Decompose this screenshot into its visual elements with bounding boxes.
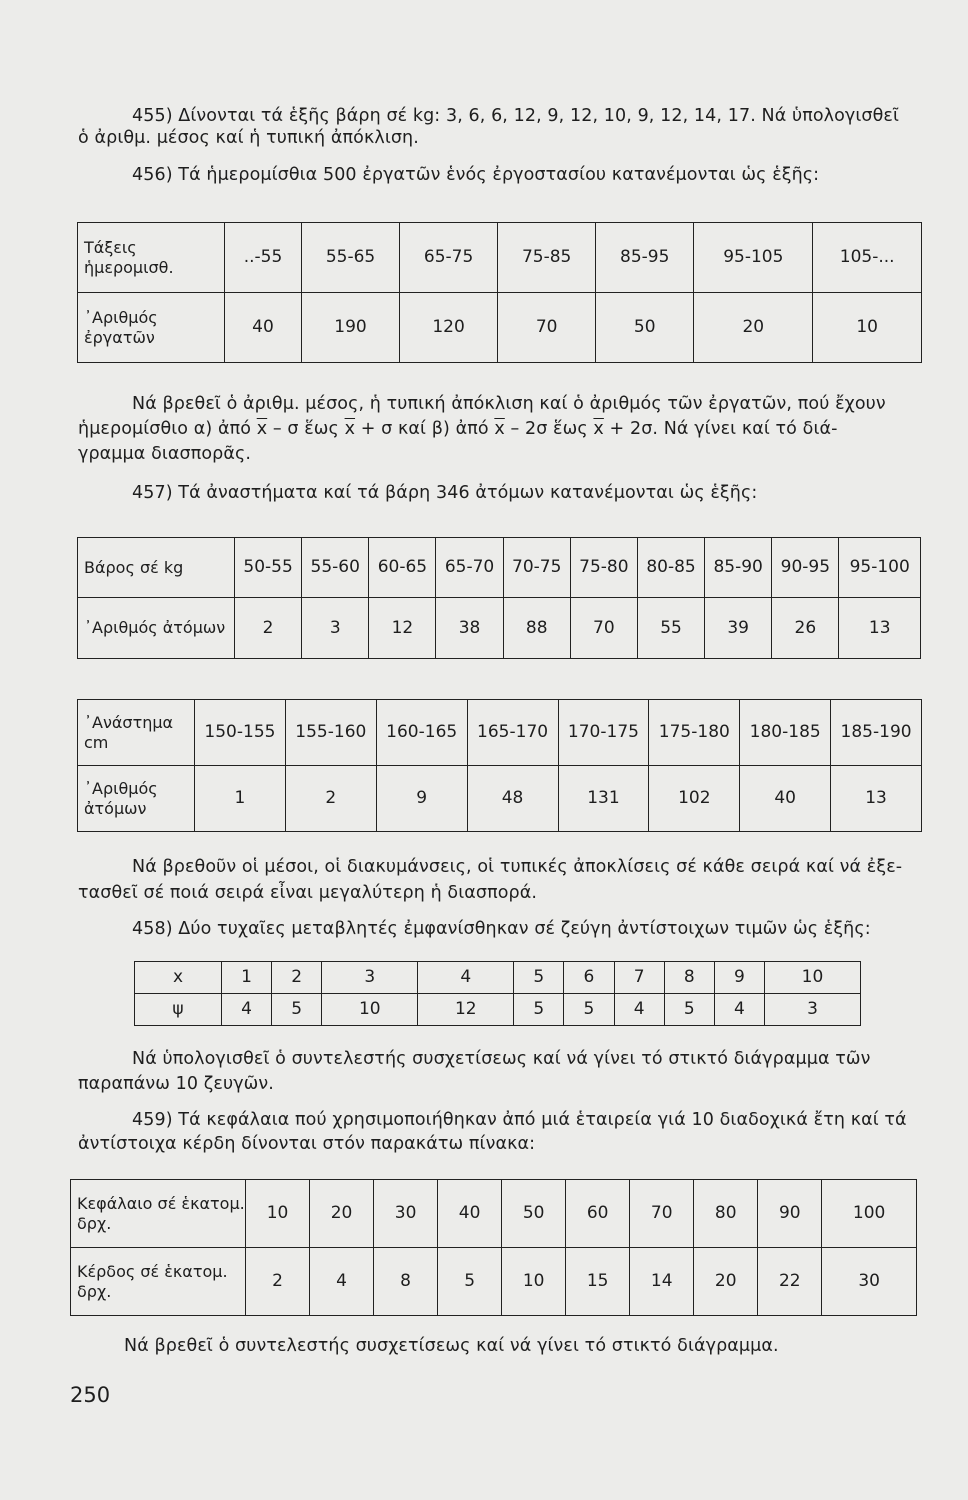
table-cell: 170-175 — [558, 700, 649, 766]
wage-distribution-table — [77, 222, 922, 363]
table-cell: 175-180 — [649, 700, 740, 766]
table-cell: 88 — [503, 598, 570, 659]
table-cell: 9 — [714, 962, 764, 994]
weight-counts-label: ᾿Αριθμός ἀτόμων — [78, 598, 235, 659]
table-cell: 55 — [637, 598, 704, 659]
table-cell: 6 — [564, 962, 614, 994]
table-cell: ..-55 — [225, 223, 302, 293]
table-cell: 185-190 — [831, 700, 922, 766]
table-cell: 14 — [630, 1248, 694, 1316]
table-cell: 30 — [374, 1180, 438, 1248]
exercise-456-question-1: Νά βρεθεῖ ὁ ἀριθμ. μέσος, ἡ τυπική ἀπόκλιση καί ὁ ἀριθμός τῶν ἐργατῶν, πού ἔχουν — [132, 394, 886, 414]
table-cell: 180-185 — [740, 700, 831, 766]
table-cell: 50 — [596, 293, 694, 363]
table-cell: 40 — [225, 293, 302, 363]
profit-row — [71, 1248, 917, 1316]
height-counts-row — [78, 766, 922, 832]
table-cell: 102 — [649, 766, 740, 832]
exercise-459-intro-2: ἀντίστοιχα κέρδη δίνονται στόν παρακάτω πίνακα: — [78, 1134, 536, 1154]
table-cell: 2 — [246, 1248, 310, 1316]
table-cell: 2 — [285, 766, 376, 832]
table-cell: 3 — [764, 994, 860, 1026]
table-cell: 85-90 — [705, 538, 772, 598]
table-cell: 39 — [705, 598, 772, 659]
table-cell: 105-... — [813, 223, 922, 293]
table-cell: 3 — [302, 598, 369, 659]
table-cell: 55-65 — [302, 223, 400, 293]
table-cell: 5 — [514, 962, 564, 994]
table-cell: 40 — [438, 1180, 502, 1248]
table-cell: 4 — [614, 994, 664, 1026]
table-cell: 1 — [222, 962, 272, 994]
table-cell: 85-95 — [596, 223, 694, 293]
mean-symbol: $\overline{x}$ — [256, 419, 268, 439]
profit-label: Κέρδος σέ ἑκατομ. δρχ. — [71, 1248, 246, 1316]
mean-symbol: $\overline{x}$ — [593, 419, 604, 439]
table-cell: 1 — [195, 766, 286, 832]
table-cell: 65-70 — [436, 538, 503, 598]
table-cell: 155-160 — [285, 700, 376, 766]
table-cell: 12 — [369, 598, 436, 659]
exercise-457-question-2: τασθεῖ σέ ποιά σειρά εἶναι μεγαλύτερη ἡ διασπορά. — [78, 883, 538, 903]
table-cell: 8 — [374, 1248, 438, 1316]
table-cell: 50-55 — [235, 538, 302, 598]
exercise-457-question-1: Νά βρεθοῦν οἱ μέσοι, οἱ διακυμάνσεις, οἱ τυπικές ἀποκλίσεις σέ κάθε σειρά καί νά ἐξε- — [132, 857, 903, 877]
table-cell: 150-155 — [195, 700, 286, 766]
table-cell: 60-65 — [369, 538, 436, 598]
table-cell: 2 — [272, 962, 322, 994]
table-cell: 3 — [322, 962, 418, 994]
table-cell: 4 — [714, 994, 764, 1026]
exercise-459-question: Νά βρεθεῖ ὁ συντελεστής συσχετίσεως καί νά γίνει τό στικτό διάγραμμα. — [124, 1336, 779, 1356]
table-cell: 75-80 — [570, 538, 637, 598]
exercise-458-intro: 458) Δύο τυχαῖες μεταβλητές ἐμφανίσθηκαν σέ ζεύγη ἀντίστοιχων τιμῶν ὡς ἑξῆς: — [132, 919, 871, 939]
table-cell: 48 — [467, 766, 558, 832]
table-cell: 30 — [822, 1248, 917, 1316]
x-values-row — [135, 962, 861, 994]
table-cell: 20 — [694, 293, 813, 363]
table-cell: 120 — [400, 293, 498, 363]
height-distribution-table — [77, 699, 922, 832]
table-cell: 80 — [694, 1180, 758, 1248]
height-classes-label: ᾿Ανάστημα cm — [78, 700, 195, 766]
table-cell: 4 — [418, 962, 514, 994]
table-cell: 10 — [322, 994, 418, 1026]
table-cell: 5 — [664, 994, 714, 1026]
table-cell: 10 — [246, 1180, 310, 1248]
weight-counts-row — [78, 598, 921, 659]
table-cell: 70 — [570, 598, 637, 659]
wage-classes-label: Τάξεις ἡμερομισθ. — [78, 223, 225, 293]
height-counts-label: ᾿Αριθμός ἀτόμων — [78, 766, 195, 832]
table-cell: 20 — [694, 1248, 758, 1316]
weight-classes-label: Βάρος σέ kg — [78, 538, 235, 598]
worker-counts-label: ᾿Αριθμός ἐργατῶν — [78, 293, 225, 363]
table-cell: 70-75 — [503, 538, 570, 598]
table-cell: 5 — [438, 1248, 502, 1316]
table-cell: 10 — [764, 962, 860, 994]
table-cell: 160-165 — [376, 700, 467, 766]
y-values-row — [135, 994, 861, 1026]
table-cell: 13 — [831, 766, 922, 832]
capital-row — [71, 1180, 917, 1248]
exercise-458-question-2: παραπάνω 10 ζευγῶν. — [78, 1074, 274, 1094]
table-cell: 90 — [758, 1180, 822, 1248]
table-cell: 40 — [740, 766, 831, 832]
table-cell: 12 — [418, 994, 514, 1026]
table-cell: 4 — [222, 994, 272, 1026]
mean-symbol: $\overline{x}$ — [494, 419, 505, 439]
table-cell: 13 — [839, 598, 921, 659]
table-cell: 9 — [376, 766, 467, 832]
q2-part-c: + σ καί β) ἀπό — [355, 419, 495, 439]
table-cell: 5 — [272, 994, 322, 1026]
table-cell: 100 — [822, 1180, 917, 1248]
table-cell: 131 — [558, 766, 649, 832]
q2-part-d: – 2σ ἕως — [504, 419, 594, 439]
exercise-456-intro: 456) Τά ἡμερομίσθια 500 ἐργατῶν ἑνός ἐργοστασίου κατανέμονται ὡς ἑξῆς: — [132, 165, 820, 185]
table-cell: 55-60 — [302, 538, 369, 598]
table-cell: 4 — [310, 1248, 374, 1316]
table-cell: 190 — [302, 293, 400, 363]
table-cell: 50 — [502, 1180, 566, 1248]
table-cell: 26 — [772, 598, 839, 659]
q2-part-a: ἡμερομίσθιο α) ἀπό — [78, 419, 257, 439]
table-cell: 10 — [813, 293, 922, 363]
q2-part-b: – σ ἕως — [267, 419, 345, 439]
page-number: 250 — [70, 1383, 111, 1407]
weight-distribution-table — [77, 537, 921, 659]
exercise-458-question-1: Νά ὑπολογισθεῖ ὁ συντελεστής συσχετίσεως καί νά γίνει τό στικτό διάγραμμα τῶν — [132, 1049, 871, 1069]
table-cell: 90-95 — [772, 538, 839, 598]
table-cell: 2 — [235, 598, 302, 659]
x-label: x — [135, 962, 222, 994]
exercise-457-intro: 457) Τά ἀναστήματα καί τά βάρη 346 ἀτόμων κατανέμονται ὡς ἑξῆς: — [132, 483, 758, 503]
table-cell: 5 — [564, 994, 614, 1026]
table-cell: 60 — [566, 1180, 630, 1248]
exercise-455-line-1: 455) Δίνονται τά ἑξῆς βάρη σέ kg: 3, 6, 6, 12, 9, 12, 10, 9, 12, 14, 17. Νά ὑπολογισθεῖ — [132, 106, 899, 126]
exercise-456-question-2 — [78, 419, 838, 439]
table-cell: 80-85 — [637, 538, 704, 598]
worker-counts-row — [78, 293, 922, 363]
weight-classes-row — [78, 538, 921, 598]
table-cell: 75-85 — [498, 223, 596, 293]
table-cell: 70 — [498, 293, 596, 363]
capital-profit-table — [70, 1179, 917, 1316]
table-cell: 10 — [502, 1248, 566, 1316]
table-cell: 15 — [566, 1248, 630, 1316]
y-label: ψ — [135, 994, 222, 1026]
wage-classes-row — [78, 223, 922, 293]
paired-values-table — [134, 961, 861, 1026]
table-cell: 38 — [436, 598, 503, 659]
table-cell: 95-100 — [839, 538, 921, 598]
exercise-459-intro-1: 459) Τά κεφάλαια πού χρησιμοποιήθηκαν ἀπό μιά ἑταιρεία γιά 10 διαδοχικά ἔτη καί τά — [132, 1110, 907, 1130]
mean-symbol: $\overline{x}$ — [344, 419, 356, 439]
table-cell: 5 — [514, 994, 564, 1026]
exercise-456-question-3: γραμμα διασπορᾶς. — [78, 444, 252, 464]
capital-label: Κεφάλαιο σέ ἑκατομ. δρχ. — [71, 1180, 246, 1248]
table-cell: 165-170 — [467, 700, 558, 766]
table-cell: 22 — [758, 1248, 822, 1316]
table-cell: 65-75 — [400, 223, 498, 293]
table-cell: 20 — [310, 1180, 374, 1248]
table-cell: 7 — [614, 962, 664, 994]
table-cell: 8 — [664, 962, 714, 994]
exercise-455-line-2: ὁ ἀριθμ. μέσος καί ἡ τυπική ἀπόκλιση. — [78, 128, 419, 148]
table-cell: 70 — [630, 1180, 694, 1248]
height-classes-row — [78, 700, 922, 766]
table-cell: 95-105 — [694, 223, 813, 293]
q2-part-e: + 2σ. Νά γίνει καί τό διά- — [603, 419, 838, 439]
